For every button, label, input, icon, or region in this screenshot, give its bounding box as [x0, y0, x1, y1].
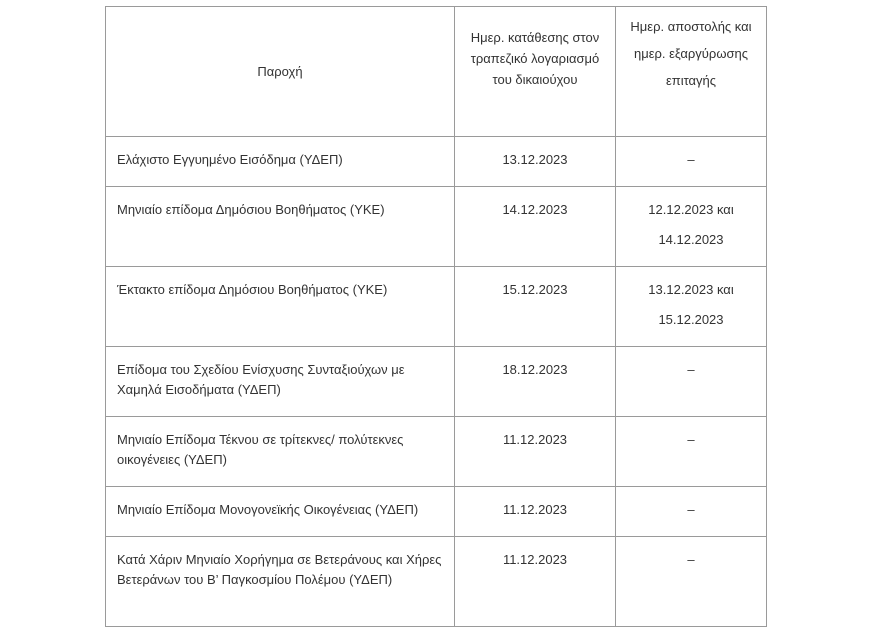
- send-date-line-2: 14.12.2023: [658, 232, 724, 247]
- table-row: [106, 417, 767, 487]
- send-date-cell: [616, 187, 767, 267]
- benefit-cell: Κατά Χάριν Μηνιαίο Χορήγημα σε Βετεράνους και Χήρες Βετεράνων του Β’ Παγκοσμίου Πολέμου (ΥΔΕΠ): [106, 537, 455, 627]
- deposit-date-cell: 11.12.2023: [455, 417, 616, 487]
- deposit-date-cell: 13.12.2023: [455, 137, 616, 187]
- send-date-cell: [616, 267, 767, 347]
- header-deposit-date: Ημερ. κατάθεσης στον τραπεζικό λογαριασμό του δικαιούχου: [455, 7, 616, 137]
- deposit-date-cell: 11.12.2023: [455, 537, 616, 627]
- table-row: [106, 487, 767, 537]
- deposit-date-cell: 15.12.2023: [455, 267, 616, 347]
- send-date-cell: –: [616, 487, 767, 537]
- header-send-date: Ημερ. αποστολής και ημερ. εξαργύρωσης επιταγής: [616, 7, 767, 137]
- send-date-cell: –: [616, 537, 767, 627]
- benefits-payment-table: [105, 6, 767, 627]
- benefit-cell: Επίδομα του Σχεδίου Ενίσχυσης Συνταξιούχων με Χαμηλά Εισοδήματα (ΥΔΕΠ): [106, 347, 455, 417]
- send-date-line-1: 12.12.2023 και: [648, 202, 734, 217]
- send-date-cell: –: [616, 137, 767, 187]
- benefit-cell: Μηνιαίο Επίδομα Τέκνου σε τρίτεκνες/ πολύτεκνες οικογένειες (ΥΔΕΠ): [106, 417, 455, 487]
- send-date-cell: –: [616, 347, 767, 417]
- send-date-line-2: 15.12.2023: [658, 312, 724, 327]
- table-row: [106, 137, 767, 187]
- send-date-line-1: 13.12.2023 και: [648, 282, 734, 297]
- benefit-cell: Έκτακτο επίδομα Δημόσιου Βοηθήματος (ΥΚΕ): [106, 267, 455, 347]
- deposit-date-cell: 11.12.2023: [455, 487, 616, 537]
- benefit-cell: Μηνιαίο επίδομα Δημόσιου Βοηθήματος (ΥΚΕ): [106, 187, 455, 267]
- table-row: [106, 537, 767, 627]
- benefit-cell: Μηνιαίο Επίδομα Μονογονεϊκής Οικογένειας (ΥΔΕΠ): [106, 487, 455, 537]
- benefit-cell: Ελάχιστο Εγγυημένο Εισόδημα (ΥΔΕΠ): [106, 137, 455, 187]
- header-benefit: Παροχή: [106, 7, 455, 137]
- deposit-date-cell: 18.12.2023: [455, 347, 616, 417]
- table-row: [106, 347, 767, 417]
- table-header-row: [106, 7, 767, 137]
- send-date-cell: –: [616, 417, 767, 487]
- table-row: [106, 267, 767, 347]
- deposit-date-cell: 14.12.2023: [455, 187, 616, 267]
- table-row: [106, 187, 767, 267]
